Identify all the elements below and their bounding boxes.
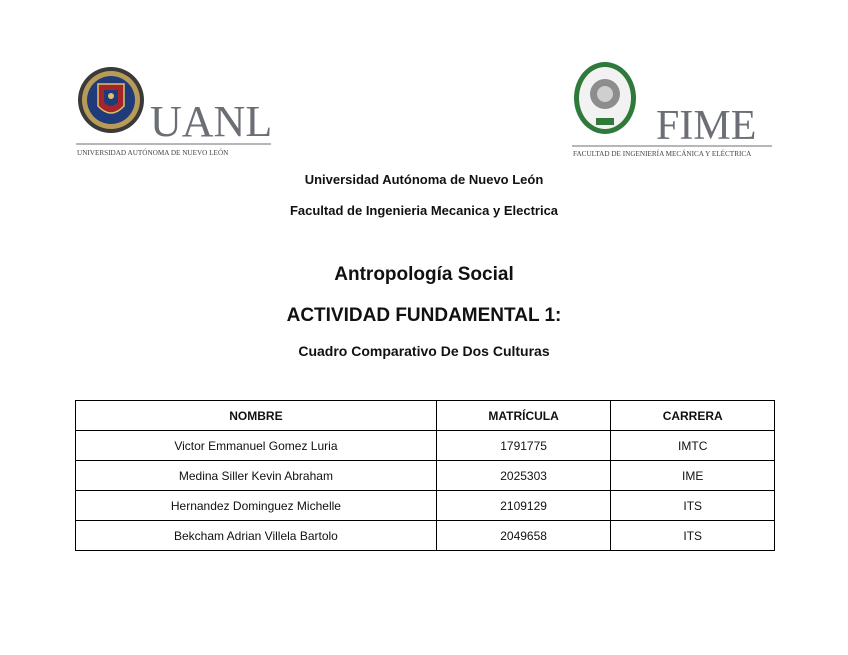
cell-matricula: 2025303 bbox=[436, 461, 611, 491]
faculty-name: Facultad de Ingenieria Mecanica y Electrica bbox=[289, 203, 559, 218]
cell-matricula: 2049658 bbox=[436, 521, 611, 551]
cell-nombre: Medina Siller Kevin Abraham bbox=[76, 461, 437, 491]
fime-caption: FACULTAD DE INGENIERÍA MECÁNICA Y ELÉCTRICA bbox=[573, 150, 752, 158]
fime-logo bbox=[572, 60, 772, 158]
header-matricula: MATRÍCULA bbox=[436, 401, 611, 431]
cell-nombre: Hernandez Dominguez Michelle bbox=[76, 491, 437, 521]
university-name: Universidad Autónoma de Nuevo León bbox=[304, 172, 544, 187]
header-carrera: CARRERA bbox=[611, 401, 775, 431]
table-row bbox=[76, 521, 775, 551]
subject-title: Antropología Social bbox=[334, 264, 514, 285]
header-nombre: NOMBRE bbox=[76, 401, 437, 431]
cell-carrera: IMTC bbox=[611, 431, 775, 461]
uanl-logo bbox=[76, 66, 271, 158]
uanl-wordmark: UANL bbox=[150, 97, 271, 146]
cell-nombre: Bekcham Adrian Villela Bartolo bbox=[76, 521, 437, 551]
cell-carrera: ITS bbox=[611, 521, 775, 551]
table-row bbox=[76, 491, 775, 521]
cell-carrera: IME bbox=[611, 461, 775, 491]
uanl-caption: UNIVERSIDAD AUTÓNOMA DE NUEVO LEÓN bbox=[77, 149, 229, 157]
cell-matricula: 1791775 bbox=[436, 431, 611, 461]
cell-nombre: Victor Emmanuel Gomez Luria bbox=[76, 431, 437, 461]
activity-title: ACTIVIDAD FUNDAMENTAL 1: bbox=[286, 305, 562, 326]
cell-matricula: 2109129 bbox=[436, 491, 611, 521]
table-header-row bbox=[76, 401, 775, 431]
topic-title: Cuadro Comparativo De Dos Culturas bbox=[298, 343, 550, 359]
table-row bbox=[76, 431, 775, 461]
fime-wordmark: FIME bbox=[656, 103, 757, 149]
student-table bbox=[75, 400, 775, 551]
table-row bbox=[76, 461, 775, 491]
cell-carrera: ITS bbox=[611, 491, 775, 521]
